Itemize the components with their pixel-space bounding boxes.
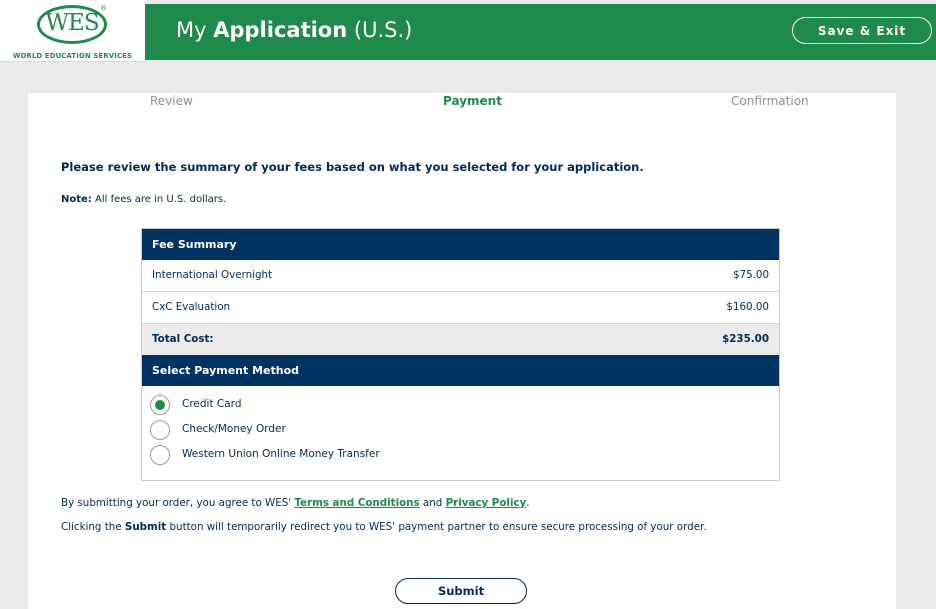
- fee-payment-table: [141, 228, 780, 481]
- terms-text: [61, 497, 530, 509]
- radio-unselected-icon[interactable]: [150, 420, 170, 440]
- payment-option-label[interactable]: Check/Money Order: [182, 423, 286, 435]
- terms-suffix: .: [526, 497, 530, 509]
- payment-option-label[interactable]: Western Union Online Money Transfer: [182, 448, 380, 460]
- step-review: Review: [150, 94, 193, 108]
- terms-and: and: [422, 497, 443, 509]
- privacy-policy-link[interactable]: Privacy Policy: [445, 497, 527, 509]
- logo-text: WES: [45, 10, 99, 36]
- title-prefix: My: [176, 18, 207, 42]
- page-title: [176, 18, 412, 42]
- fee-summary-header: Fee Summary: [142, 229, 779, 260]
- redirect-submit-word: Submit: [124, 521, 167, 533]
- radio-unselected-icon[interactable]: [150, 445, 170, 465]
- redirect-text: [61, 521, 707, 533]
- terms-and-conditions-link[interactable]: Terms and Conditions: [294, 497, 420, 509]
- redirect-prefix: Clicking the: [61, 521, 122, 533]
- fee-row: [142, 292, 779, 324]
- terms-prefix: By submitting your order, you agree to WES': [61, 497, 292, 509]
- submit-button[interactable]: Submit: [395, 578, 527, 604]
- step-payment: Payment: [443, 94, 502, 108]
- fee-amount: $75.00: [732, 269, 769, 281]
- total-row: [142, 324, 779, 356]
- wes-logo[interactable]: [0, 0, 145, 62]
- redirect-suffix: button will temporarily redirect you to WES' payment partner to ensure secure processing of your order.: [169, 521, 707, 533]
- fees-note: [61, 194, 226, 205]
- total-amount: $235.00: [722, 333, 769, 345]
- payment-option-label[interactable]: Credit Card: [182, 398, 242, 410]
- fee-row: [142, 260, 779, 292]
- logo-caption: WORLD EDUCATION SERVICES: [12, 52, 133, 60]
- fee-label: International Overnight: [152, 269, 273, 281]
- title-bold: Application: [213, 18, 348, 42]
- fee-label: CxC Evaluation: [152, 301, 231, 313]
- note-label: Note:: [61, 194, 92, 205]
- total-label: Total Cost:: [152, 333, 214, 345]
- title-suffix: (U.S.): [353, 18, 413, 42]
- intro-text: Please review the summary of your fees based on what you selected for your application.: [61, 160, 644, 174]
- fee-amount: $160.00: [726, 301, 769, 313]
- payment-method-header: Select Payment Method: [142, 355, 779, 386]
- save-exit-button[interactable]: Save & Exit: [792, 17, 932, 44]
- radio-selected-icon[interactable]: [150, 395, 170, 415]
- main-card: [28, 93, 896, 609]
- step-confirmation: Confirmation: [731, 94, 809, 108]
- header-bar: [145, 4, 936, 60]
- note-text: All fees are in U.S. dollars.: [95, 194, 227, 205]
- logo-oval-icon: [37, 5, 107, 44]
- logo-registered-mark: ®: [100, 4, 107, 12]
